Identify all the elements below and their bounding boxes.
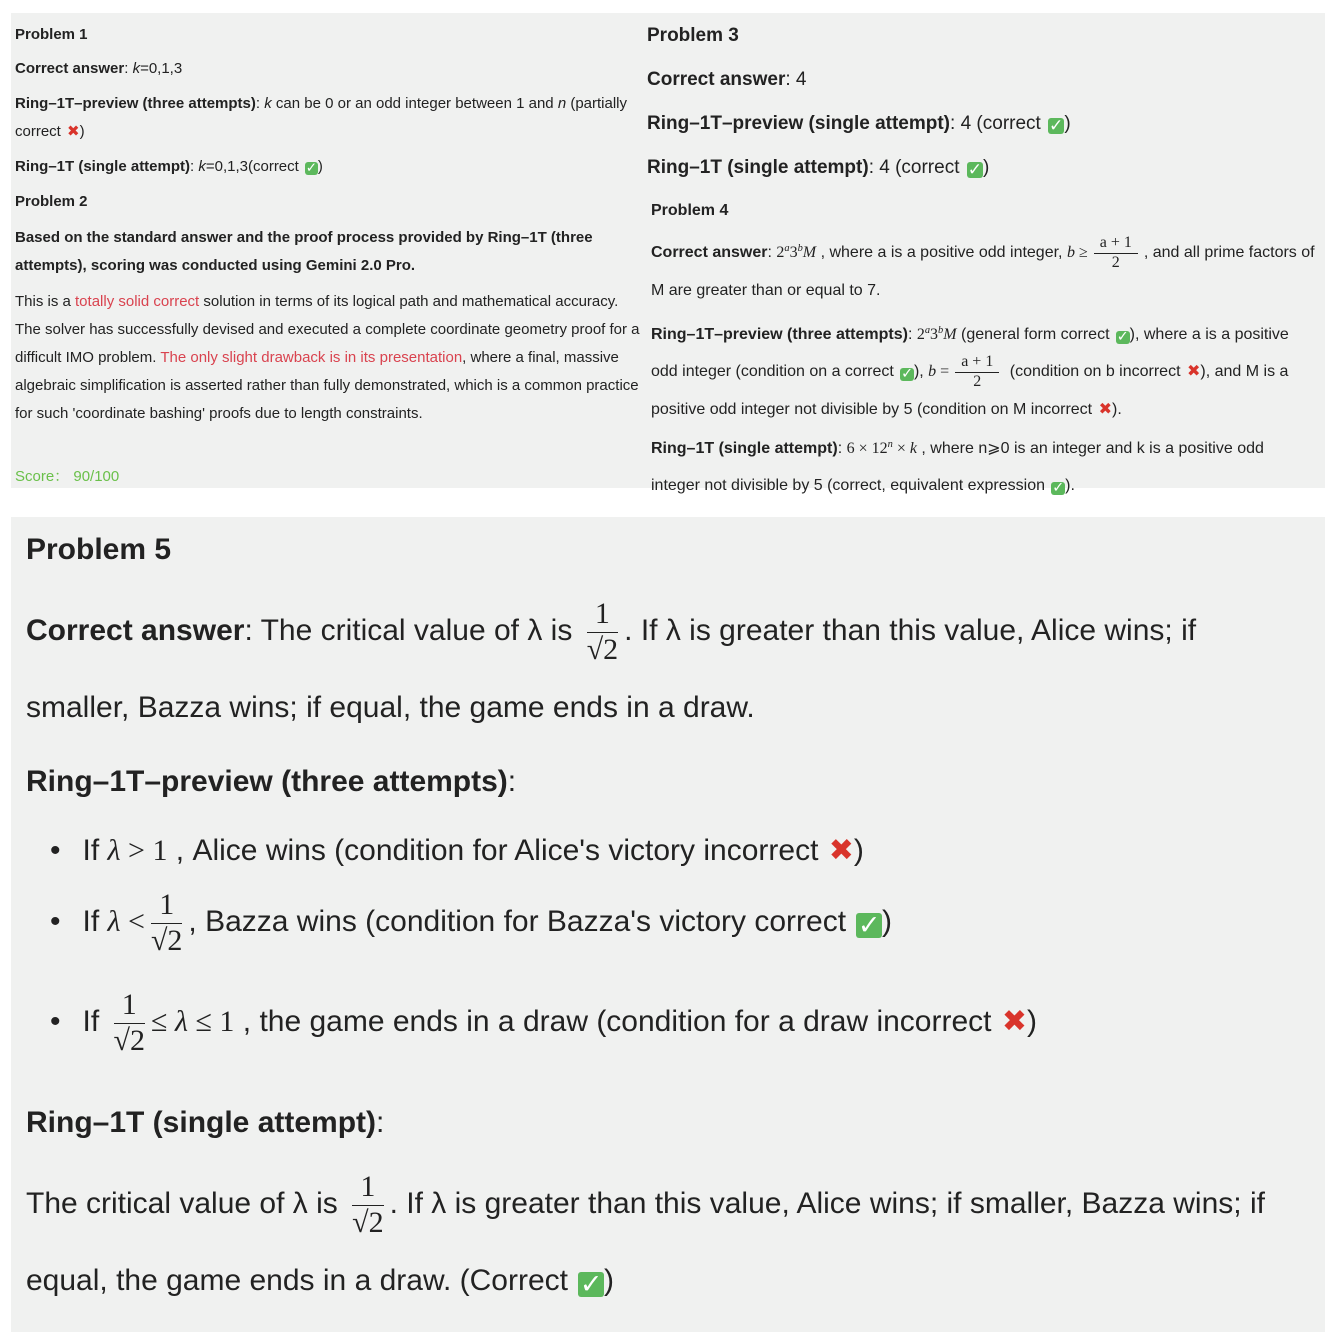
text-segment: Correct answer [647,69,786,90]
problem2-intro [15,224,640,280]
text-segment: Ring–1T (single attempt) [651,440,838,458]
text-segment: : [507,765,517,798]
problem3-preview-result [647,113,1317,135]
fraction [151,888,182,958]
check-icon: ✓ [901,365,914,382]
fraction [1094,234,1138,272]
fraction-numerator: a + 1 [1094,234,1138,253]
check-icon: ✓ [857,909,881,940]
problem2-score [15,463,640,491]
text-segment: . If λ is greater than this value, Alice wins; if smaller, Bazza wins; if equal, the game ends in a draw. [26,614,1197,724]
fraction-denominator: √2 [352,1205,384,1239]
text-segment: k [909,440,917,458]
text-segment: : [767,244,777,262]
problem5-bullet-1: • If λ > 1 , Alice wins (condition for Alice's victory incorrect ✖) [50,834,864,867]
text-segment: ) [983,157,990,178]
text-segment: Correct answer [15,60,125,77]
text-segment: If [82,904,108,938]
text-segment: ≤ 1 [187,1004,235,1038]
text-segment: Problem 1 [15,26,88,43]
text-segment: b [797,243,803,254]
text-segment: Ring–1T (single attempt) [647,157,869,178]
text-segment: 2 [776,244,785,262]
text-segment: 2 [916,326,925,344]
text-segment: Ring–1T (single attempt) [15,158,191,175]
problem1-title [15,21,640,49]
text-segment: ), where a is a positive odd integer (condition on a correct [651,326,1289,381]
text-segment: Problem 3 [647,25,739,46]
fraction-numerator: 1 [151,888,182,924]
text-segment: , Alice wins (condition for Alice's victory incorrect [167,834,827,867]
text-segment: (condition on b incorrect [1005,363,1185,381]
problem3-title [647,25,1317,47]
problem4-single-result [651,426,1316,504]
text-segment: . If λ is greater than this value, Alice wins; if smaller, Bazza wins; if equal, the game ends in a draw. (Correct [26,1187,1265,1297]
text-segment: ), and M is a positive odd integer not divisible by 5 (condition on M incorrect [651,363,1289,419]
text-segment: totally solid correct [75,293,200,310]
problem3-single-result [647,157,1317,179]
fraction-denominator: 2 [973,372,982,390]
check-icon: ✓ [305,160,318,176]
text-segment: Problem 4 [651,202,729,219]
text-segment: ) [317,158,323,175]
fraction-numerator: 1 [352,1170,383,1206]
text-segment: If [82,1004,108,1038]
text-segment: λ [107,904,121,938]
text-segment: ). [1065,477,1075,495]
text-segment: ) [1064,113,1071,134]
bullet-text [82,988,1037,1057]
problem5-bullet-3: • If $\frac{1}{√2}$ ≤ λ ≤ 1 , the game ends in a draw (condition for a draw incorrect ✖) [50,988,1037,1057]
text-segment: : The critical value of λ is [244,614,581,647]
check-icon: ✓ [1052,479,1065,496]
bullet-text [82,888,893,957]
text-segment: n [887,439,893,450]
text-segment: b [1066,244,1075,262]
fraction-numerator: a + 1 [955,353,999,372]
cross-icon: ✖ [1098,401,1112,419]
text-segment: Based on the standard answer and the proof process provided by Ring–1T (three attempts), scoring was conducted using Gemini 2.0 Pro. [15,229,593,274]
text-segment: This is a [15,293,76,310]
problem5-correct-answer [26,592,1256,746]
text-segment: , where a is a positive odd integer, [816,244,1067,262]
problem2-evaluation [15,288,640,428]
text-segment: : 4 [785,69,807,90]
fraction-denominator: √2 [150,923,183,957]
text-segment: k [132,60,141,77]
check-icon: ✓ [579,1268,603,1299]
fraction-denominator: √2 [586,632,619,666]
text-segment: ) [882,904,893,938]
text-segment: ), [913,363,929,381]
cross-icon: ✖ [1186,363,1201,381]
check-icon: ✓ [1116,328,1129,345]
problem3-correct-answer [647,69,1317,91]
problem1-preview-result [15,90,637,146]
text-segment: Problem 2 [15,193,88,210]
text-segment: , where n⩾0 is an integer and k is a positive odd integer not divisible by 5 (correct, equivalent expression [651,440,1264,495]
text-segment: ≤ [151,1004,175,1038]
text-segment: 3 [930,326,939,344]
text-segment: M [943,326,957,344]
text-segment: Score： [15,468,70,485]
problem4-correct-answer [651,230,1316,309]
text-segment: : [255,95,265,112]
text-segment: : [190,158,199,175]
text-segment: λ [174,1004,188,1038]
text-segment: Ring–1T–preview (three attempts) [651,326,908,344]
text-segment: k [198,158,206,175]
text-segment: ). [1111,401,1122,419]
text-segment: Ring–1T–preview (three attempts) [15,95,256,112]
text-segment: M [802,244,817,262]
text-segment: > 1 [120,834,168,867]
text-segment: Ring–1T (single attempt) [26,1106,377,1139]
text-segment: , where a final, massive algebraic simplification is asserted rather than fully demonstrated, which is a common practice for such 'coordinate bashing' proofs due to length constraints. [15,349,639,422]
problem5-single-result [26,1165,1266,1319]
fraction [114,988,145,1058]
text-segment: < [120,904,145,938]
fraction-denominator: 2 [1111,253,1120,271]
text-segment: , the game ends in a draw (condition for a draw incorrect [234,1004,1000,1038]
text-segment: ≥ [1074,244,1088,262]
text-segment: n [557,95,567,112]
text-segment: solution in terms of its logical path and mathematical accuracy. The solver has successfully devised and executed a complete coordinate geometry proof for a difficult IMO problem. [15,293,640,366]
problem5-bullet-2: • If λ < $\frac{1}{√2}$ , Bazza wins (condition for Bazza's victory correct ✓) [50,888,893,957]
fraction-numerator: 1 [114,988,145,1024]
text-segment: : 4 (correct [950,113,1047,134]
text-segment: ) [79,123,85,140]
problem1-single-result [15,153,640,181]
fraction [352,1170,383,1240]
text-segment: : [907,326,917,344]
text-segment: 6 × 12 [846,440,888,458]
text-segment: : [376,1106,385,1139]
check-icon: ✓ [967,159,983,179]
text-segment: If [82,834,108,867]
text-segment: = [936,363,950,381]
text-segment: Correct answer [26,614,245,647]
text-segment: : 4 (correct [868,157,965,178]
problem5-title [26,533,1316,567]
text-segment: Ring–1T–preview (three attempts) [26,765,508,798]
fraction [587,597,618,667]
problem4-title [651,192,1316,229]
text-segment: a [784,243,790,254]
text-segment: b [928,363,937,381]
text-segment: ) [853,834,864,867]
bullet-text [83,834,864,867]
problem5-single-heading [26,1106,1316,1140]
text-segment: Correct answer [651,244,768,262]
text-segment: 90/100 [69,468,120,485]
text-segment: : [837,440,847,458]
text-segment: 3 [789,244,798,262]
text-segment: k [264,95,272,112]
cross-icon: ✖ [1001,1004,1027,1038]
problem4-preview-result [651,312,1316,428]
text-segment: ) [1026,1004,1037,1038]
text-segment: , Bazza wins (condition for Bazza's victory correct [188,904,855,938]
text-segment: : [124,60,133,77]
fraction-numerator: 1 [587,597,618,633]
text-segment: The critical value of λ is [26,1187,347,1220]
check-icon: ✓ [1049,115,1064,135]
text-segment: b [938,325,944,336]
fraction [955,353,999,391]
problem5-preview-heading [26,765,1316,799]
text-segment: a [924,325,931,336]
problem2-title [15,188,640,216]
text-segment: λ [107,834,121,867]
text-segment: Problem 5 [26,533,172,566]
text-segment: (general form correct [956,326,1114,344]
problem1-correct-answer [15,55,640,83]
text-segment: ) [603,1264,614,1297]
cross-icon: ✖ [828,834,854,867]
text-segment: (partially correct [15,95,628,140]
text-segment: can be 0 or an odd integer between 1 and [271,95,558,112]
fraction-denominator: √2 [113,1023,145,1057]
text-segment: =0,1,3 [140,60,183,77]
text-segment: Ring–1T–preview (single attempt) [647,113,951,134]
text-segment: =0,1,3(correct [205,158,303,175]
text-segment: The only slight drawback is in its presentation [160,349,463,366]
cross-icon: ✖ [67,123,80,140]
text-segment: , and all prime factors of M are greater than or equal to 7. [651,244,1315,299]
text-segment: × [892,440,910,458]
